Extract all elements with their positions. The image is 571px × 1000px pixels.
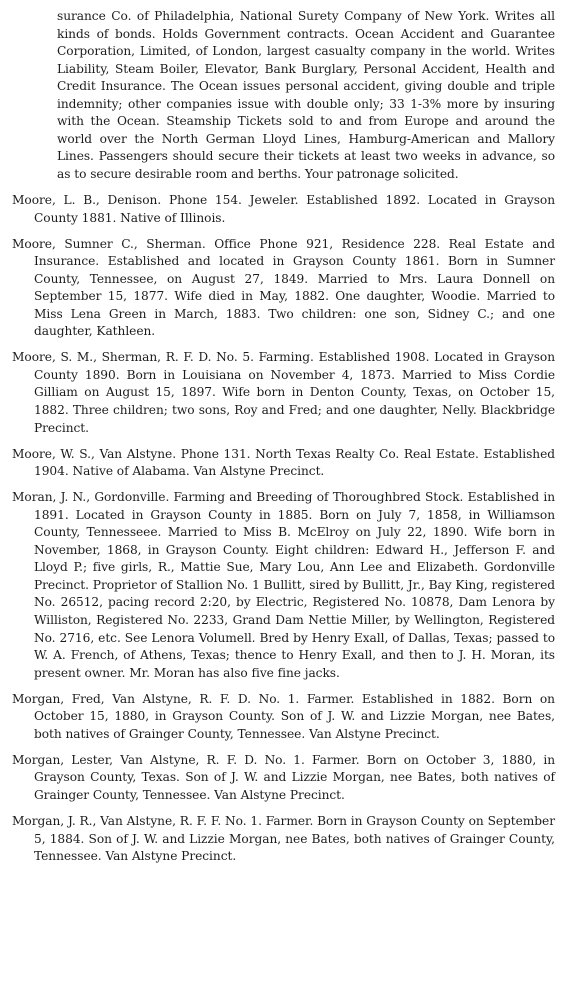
directory-entry [12, 813, 555, 866]
directory-entry [12, 752, 555, 805]
directory-entry [12, 349, 555, 437]
entry-name: Moran, J. N., [12, 490, 91, 505]
continued-entry-text: surance Co. of Philadelphia, National Surety Company of New York. Writes all kinds of bonds. Holds Government contracts. Ocean Accident and Guarantee Corporation, Limited, of London, largest casualty company in the world. Writes Liability, Steam Boiler, Elevator, Bank Burglary, Personal Accident, Health and Credit Insurance. The Ocean issues personal accident, giving double and triple indemnity; other companies issue with double only; 33 1-3% more by insuring with the Ocean. Steamship Tickets sold to and from Europe and around the world over the North German Lloyd Lines, Hamburg-American and Mallory Lines. Passengers should secure their tickets at least two weeks in advance, so as to secure desirable room and berths. Your patronage solicited. [57, 9, 555, 181]
entry-text: Gordonville. Farming and Breeding of Thoroughbred Stock. Established in 1891. Located in Grayson County in 1885. Born on July 7, 1858, in Williamson County, Tennesseee. Married to Miss B. McElroy on July 22, 1890. Wife born in November, 1868, in Grayson County. Eight children: Edward H., Jefferson F. and Lloyd P.; five girls, R., Mattie Sue, Mary Lou, Ann Lee and Elizabeth. Gordonville Precinct. Proprietor of Stallion No. 1 Bullitt, sired by Bullitt, Jr., Bay King, registered No. 26512, pacing record 2:20, by Electric, Registered No. 10878, Dam Lenora by Williston, Registered No. 2233, Grand Dam Nettie Miller, by Wellington, Registered No. 2716, etc. See Lenora Volumell. Bred by Henry Exall, of Dallas, Texas; passed to W. A. French, of Athens, Texas; thence to Henry Exall, and then to J. H. Moran, its present owner. Mr. Moran has also five fine jacks. [34, 490, 555, 680]
entry-name: Moore, S. M., [12, 350, 97, 365]
directory-entry [12, 446, 555, 481]
entry-text: Denison. Phone 154. Jeweler. Established 1892. Located in Grayson County 1881. Native of Illinois. [34, 192, 555, 225]
directory-entry [12, 489, 555, 682]
entry-name: Moore, W. S., [12, 446, 95, 461]
directory-entry [12, 192, 555, 227]
entry-text: Sherman, R. F. D. No. 5. Farming. Established 1908. Located in Grayson County 1890. Born in Louisiana on November 4, 1873. Married to Miss Cordie Gilliam on August 15, 1897. Wife born in Denton County, Texas, on October 15, 1882. Three children; two sons, Roy and Fred; and one daughter, Nelly. Blackbridge Precinct. [34, 350, 555, 435]
entry-name: Morgan, J. R., [12, 813, 97, 828]
entry-text: Van Alstyne. Phone 131. North Texas Realty Co. Real Estate. Established 1904. Native of Alabama. Van Alstyne Precinct. [34, 446, 555, 479]
entry-text: Van Alstyne, R. F. D. No. 1. Farmer. Born on October 3, 1880, in Grayson County, Texas. Son of J. W. and Lizzie Morgan, nee Bates, both natives of Grainger County, Tennessee. Van Alstyne Precinct. [34, 752, 556, 802]
directory-entry [12, 236, 555, 341]
entry-name: Moore, L. B., [12, 192, 100, 207]
entry-text: Van Alstyne, R. F. D. No. 1. Farmer. Established in 1882. Born on October 15, 1880, in Grayson County. Son of J. W. and Lizzie Morgan, nee Bates, both natives of Grainger County, Tennessee. Van Alstyne Precinct. [34, 691, 555, 741]
entry-name: Morgan, Fred, [12, 691, 105, 706]
directory-entry [12, 691, 555, 744]
entry-text: Van Alstyne, R. F. F. No. 1. Farmer. Born in Grayson County on September 5, 1884. Son of J. W. and Lizzie Morgan, nee Bates, both natives of Grainger County, Tennessee. Van Alstyne Precinct. [34, 813, 555, 864]
entry-name: Morgan, Lester, [12, 752, 113, 767]
entry-name: Moore, Sumner C., [12, 236, 138, 251]
entry-text: Sherman. Office Phone 921, Residence 228. Real Estate and Insurance. Established and located in Grayson County 1861. Born in Sumner County, Tennessee, on August 27, 1849. Married to Mrs. Laura Donnell on September 15, 1877. Wife died in May, 1882. One daughter, Woodie. Married to Miss Lena Green in March, 1883. Two children: one son, Sidney C.; and one daughter, Kathleen. [34, 236, 556, 339]
